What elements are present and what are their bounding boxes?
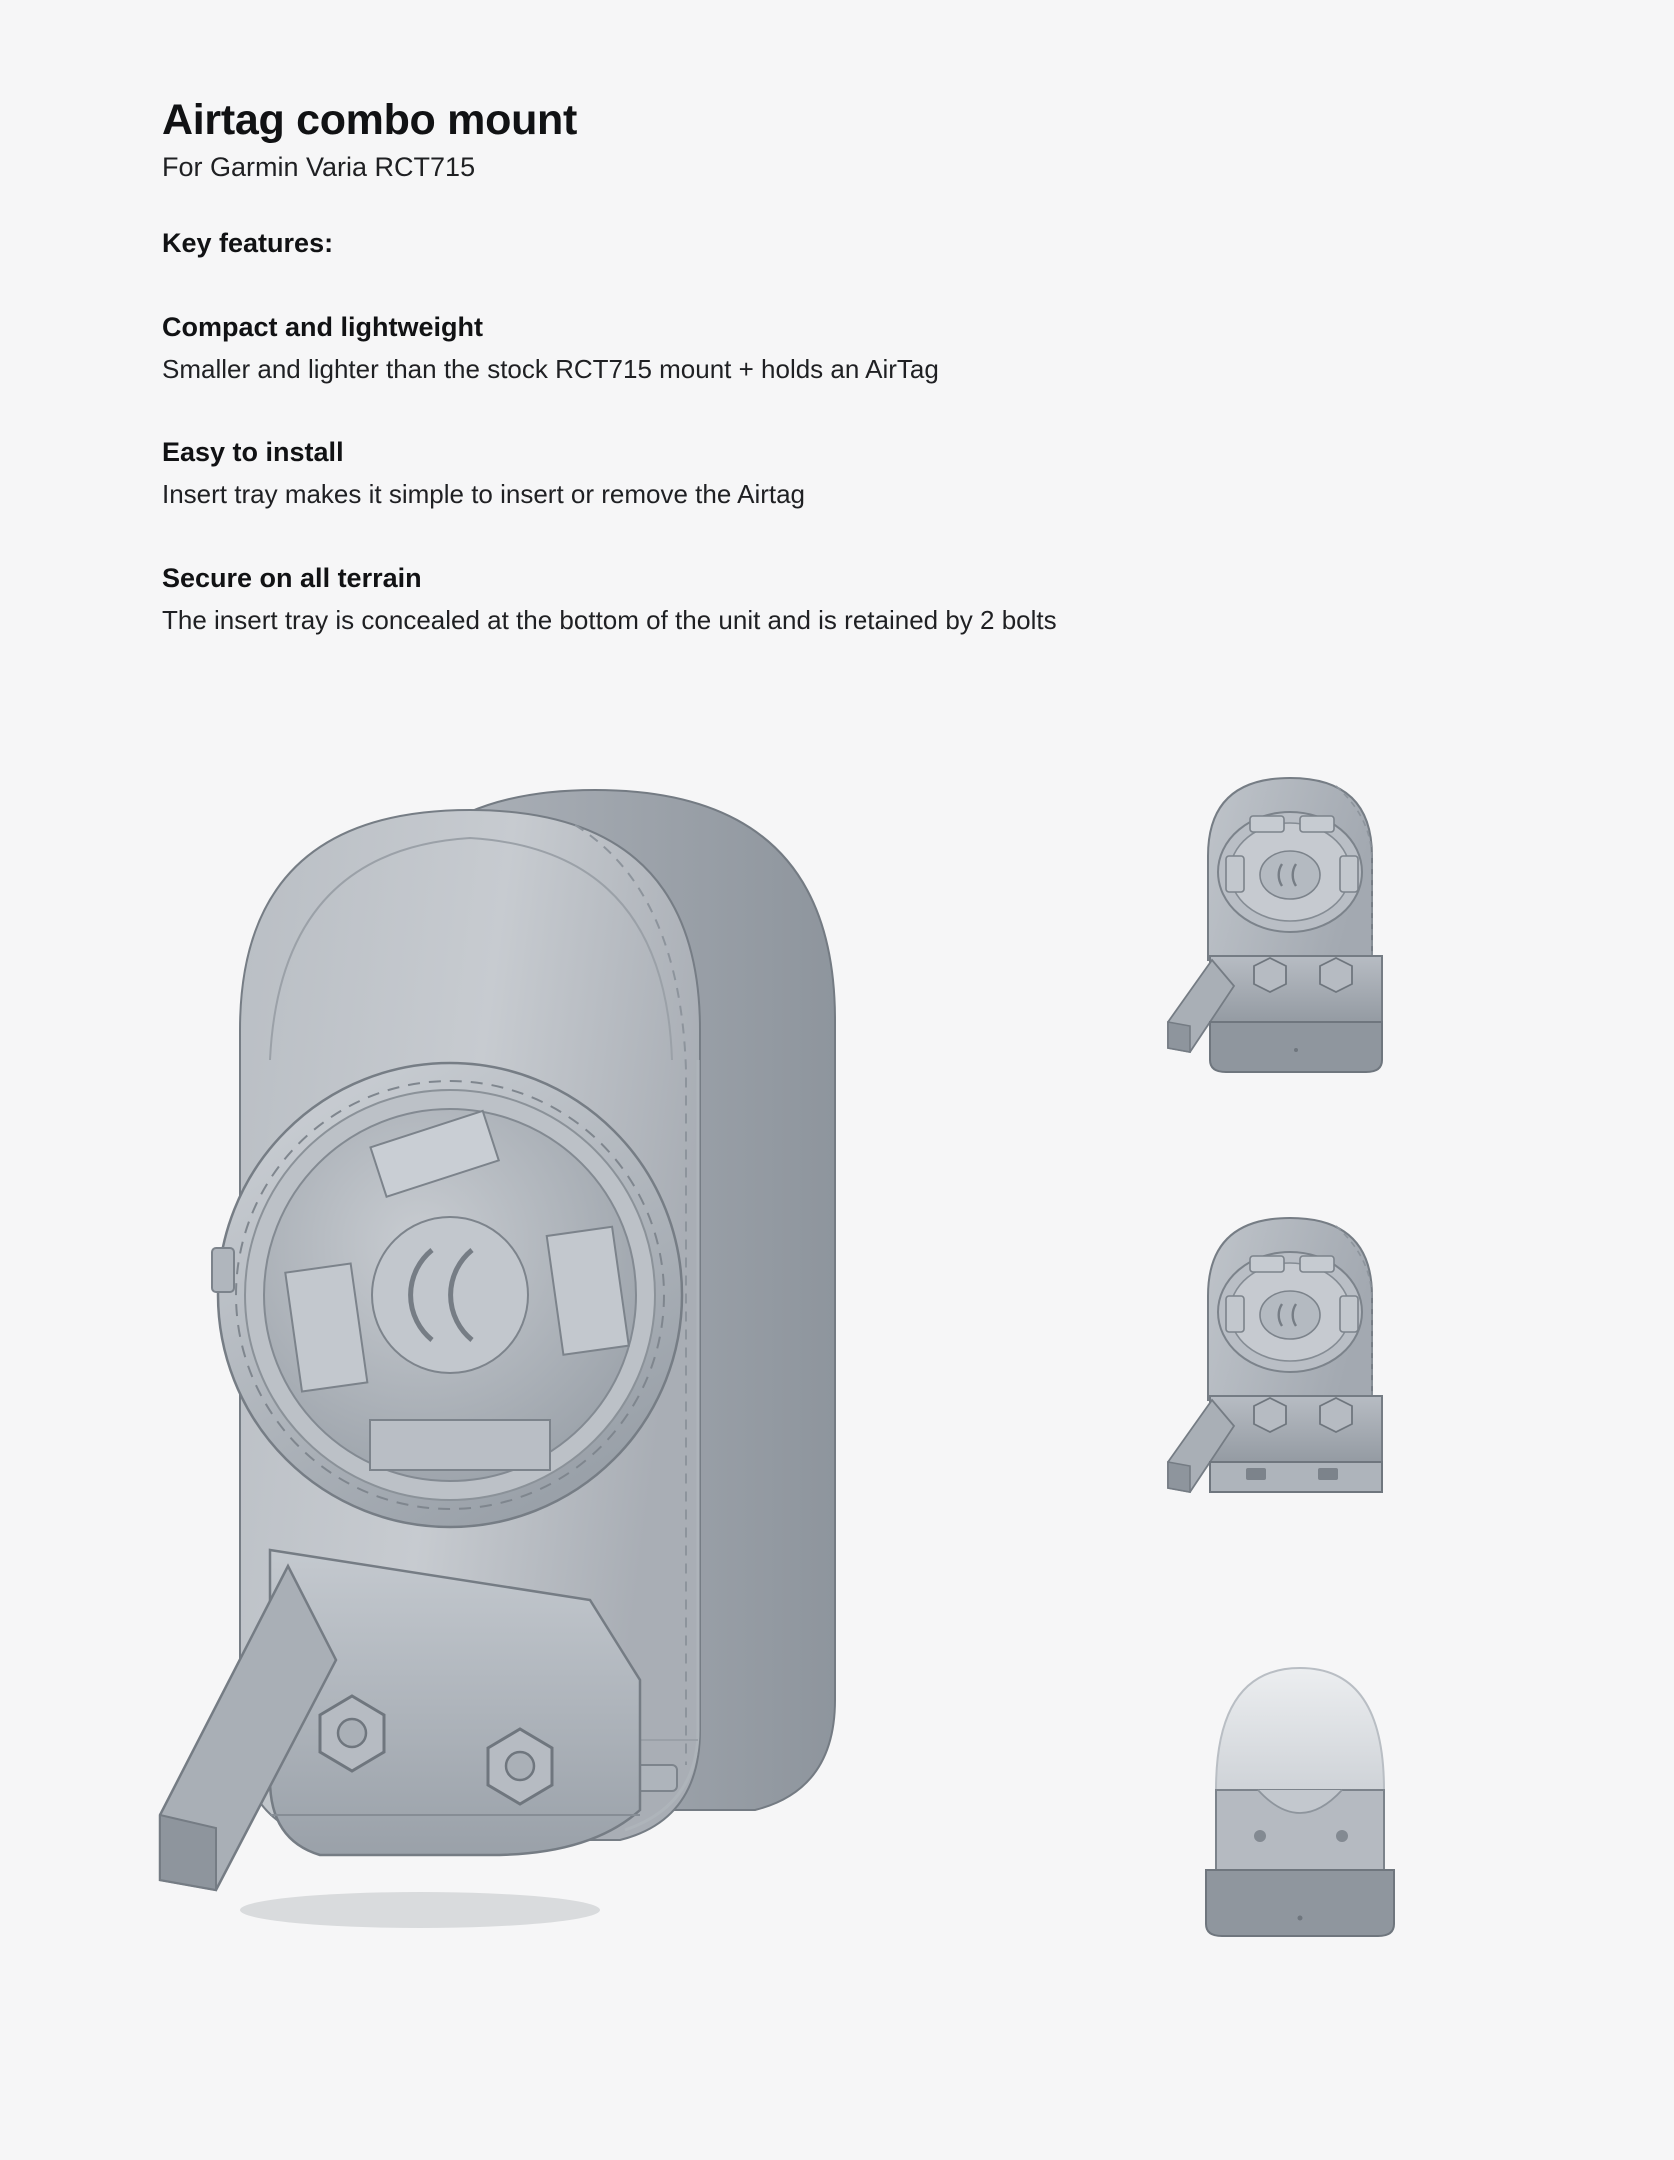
feature-item — [162, 311, 1362, 387]
thumbnail-column — [1150, 700, 1570, 2000]
page-title: Airtag combo mount — [162, 96, 578, 144]
thumbnail-quarter-view-bottom — [1150, 1200, 1450, 1580]
text-content — [162, 96, 1362, 637]
feature-heading: Secure on all terrain — [162, 562, 422, 593]
feature-heading: Compact and lightweight — [162, 311, 483, 342]
hero-render-svg — [120, 730, 960, 1950]
page-subtitle: For Garmin Varia RCT715 — [162, 152, 476, 183]
insert-tray-plate — [160, 1550, 640, 1890]
alignment-notch — [212, 1248, 234, 1292]
hero-render-main-mount — [120, 730, 960, 1950]
feature-body: Insert tray makes it simple to insert or remove the Airtag — [162, 479, 806, 510]
lug-bottom — [370, 1420, 550, 1470]
feature-body: The insert tray is concealed at the bottom of the unit and is retained by 2 bolts — [162, 604, 1057, 635]
feature-heading: Easy to install — [162, 437, 344, 468]
key-features-label: Key features: — [162, 227, 334, 258]
thumbnail-insert-tray-front — [1150, 1640, 1450, 2020]
feature-body: Smaller and lighter than the stock RCT715 mount + holds an AirTag — [162, 353, 939, 384]
feature-item — [162, 436, 1362, 512]
render-area — [0, 700, 1674, 2000]
feature-item — [162, 562, 1362, 638]
tray-slot — [1210, 1462, 1382, 1492]
shadow — [240, 1892, 600, 1928]
thumbnail-quarter-view-top — [1150, 760, 1450, 1140]
